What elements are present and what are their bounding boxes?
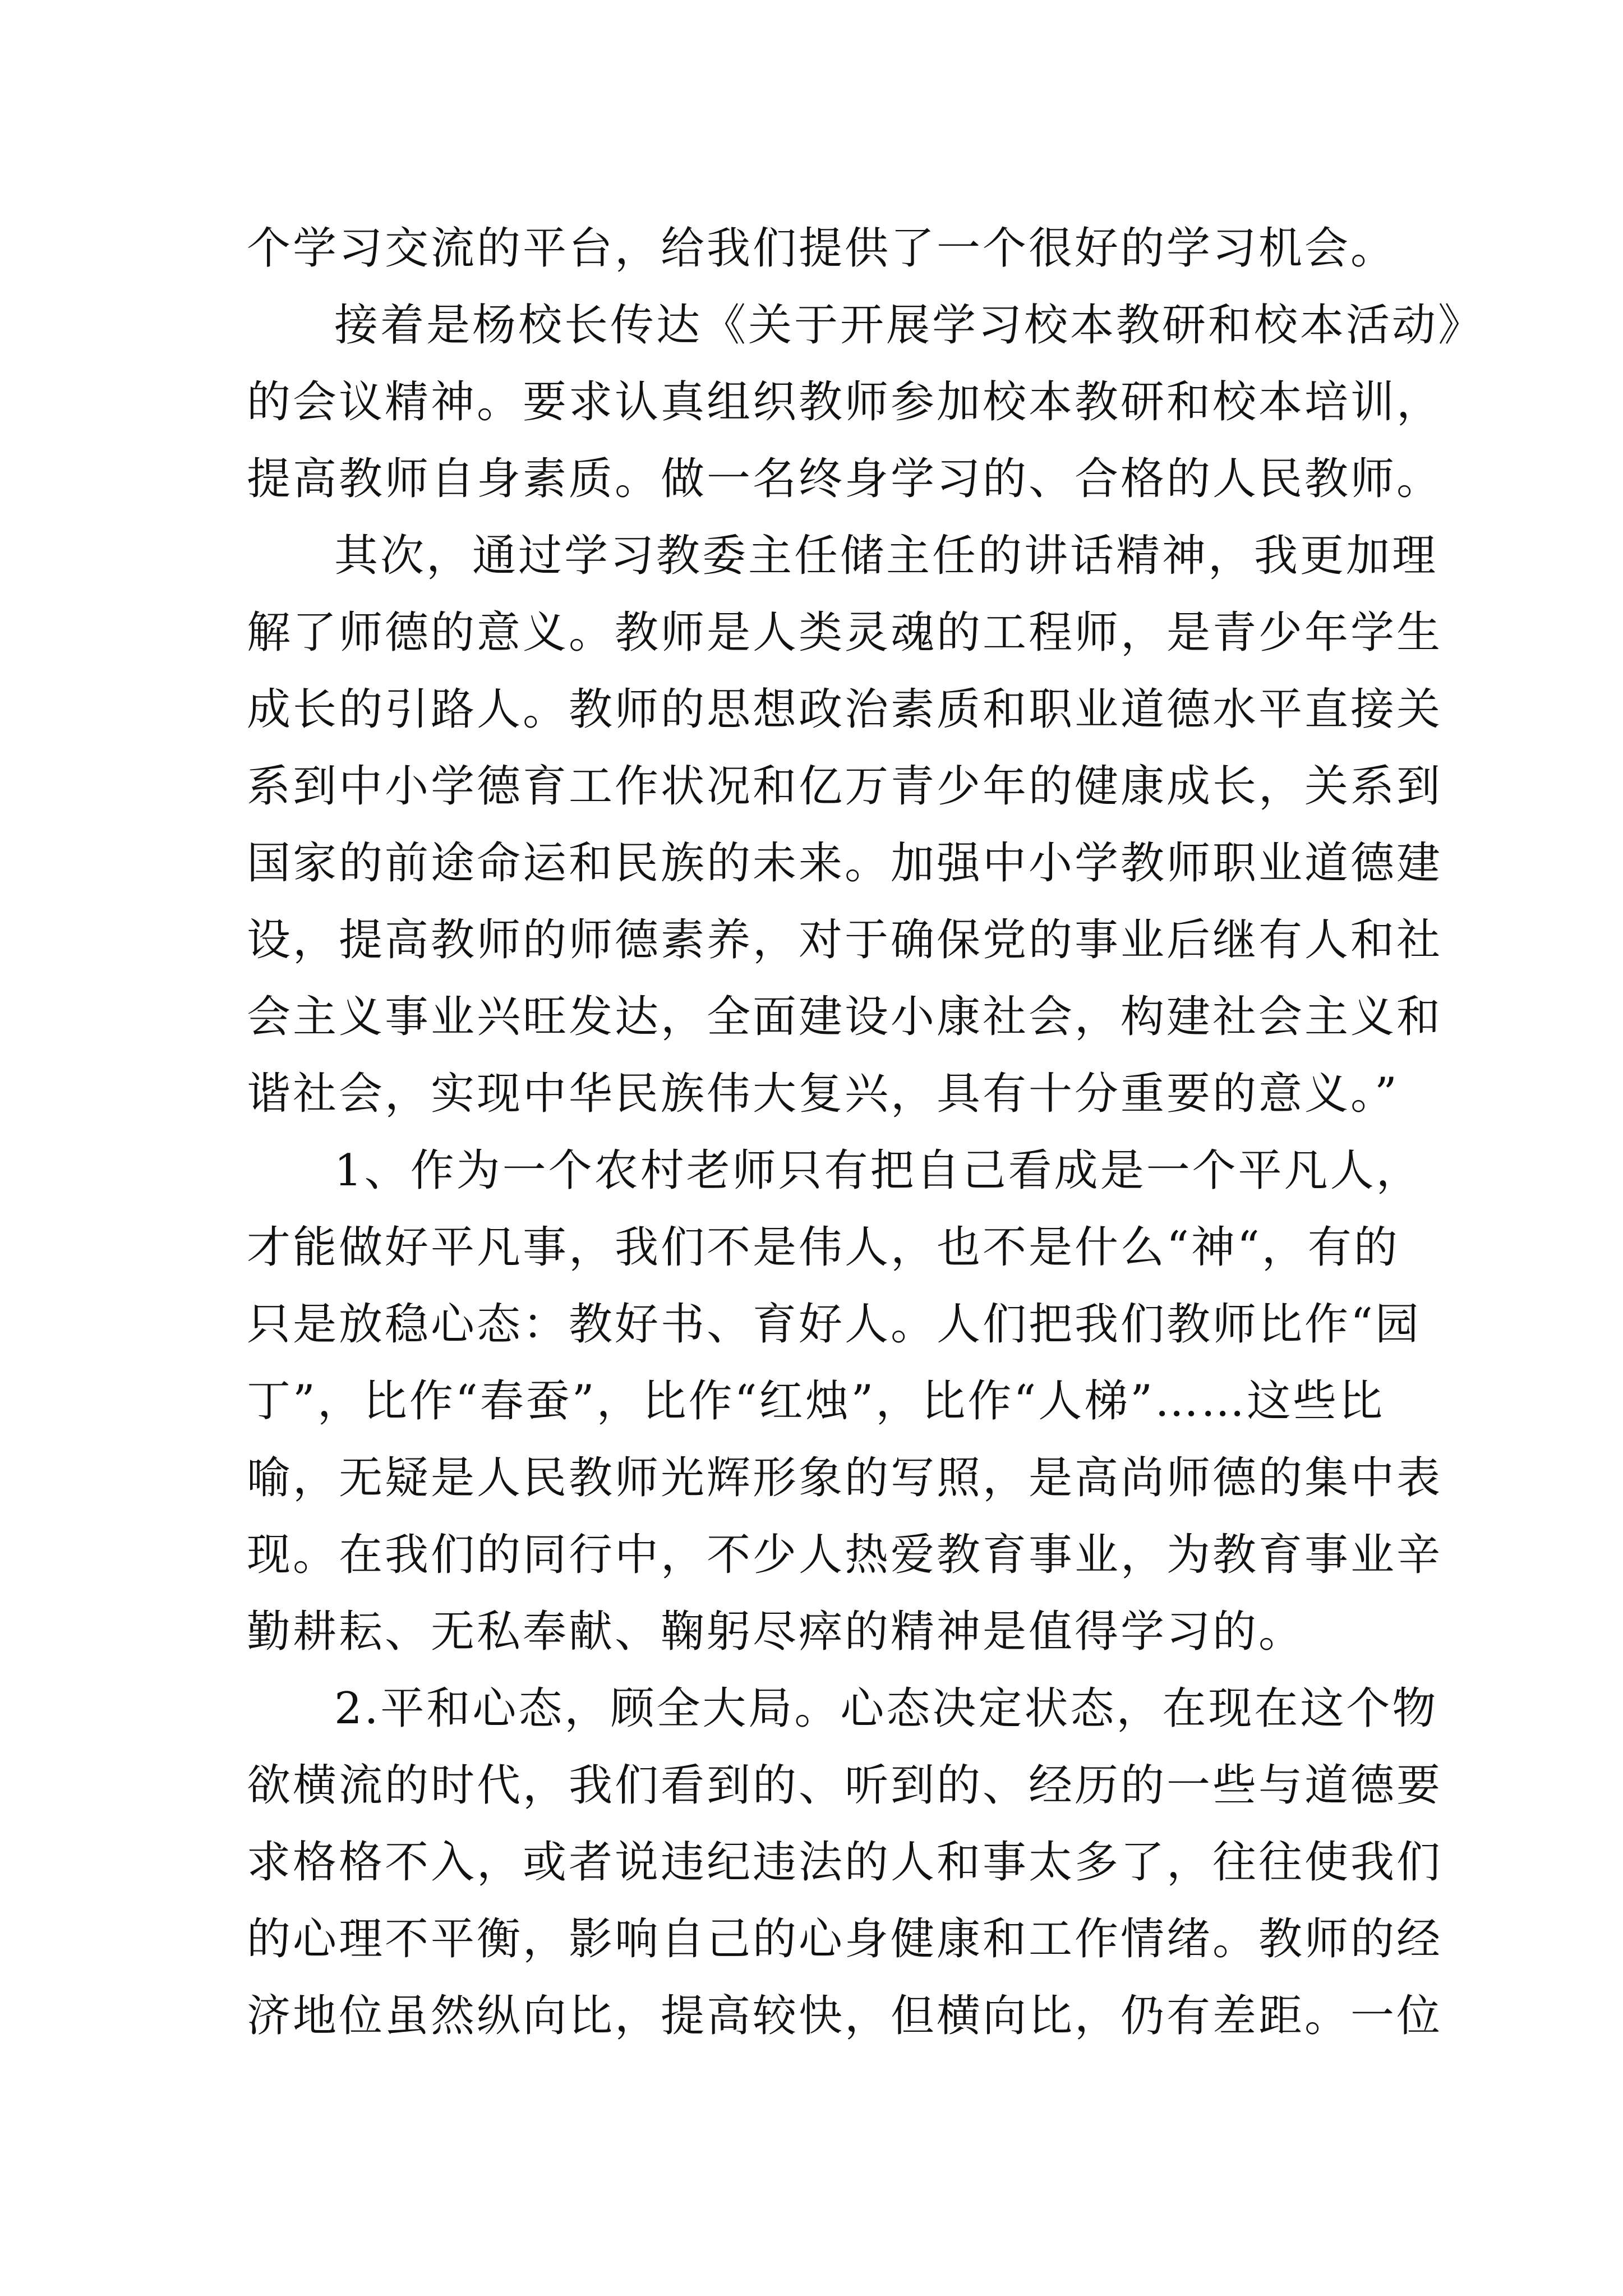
text-line: 提高教师自身素质。做一名终身学习的、合格的人民教师。: [247, 454, 1443, 504]
text-line: 成长的引路人。教师的思想政治素质和职业道德水平直接关: [247, 684, 1443, 735]
text-line: 其次，通过学习教委主任储主任的讲话精神，我更加理: [334, 531, 1438, 581]
document-body: [247, 210, 1484, 2055]
text-line: 的会议精神。要求认真组织教师参加校本教研和校本培训，: [247, 377, 1443, 427]
text-line: 设，提高教师的师德素养，对于确保党的事业后继有人和社: [247, 915, 1443, 965]
text-line: 济地位虽然纵向比，提高较快，但横向比，仍有差距。一位: [247, 1991, 1443, 2041]
text-line: 才能做好平凡事，我们不是伟人，也不是什么“神“，有的: [247, 1222, 1400, 1273]
text-line: 2.平和心态，顾全大局。心态决定状态，在现在这个物: [334, 1683, 1438, 1734]
text-line: 解了师德的意义。教师是人类灵魂的工程师，是青少年学生: [247, 608, 1443, 658]
text-line: 1、作为一个农村老师只有把自己看成是一个平凡人，: [334, 1145, 1422, 1196]
text-line: 接着是杨校长传达《关于开展学习校本教研和校本活动》: [334, 300, 1484, 351]
text-line: 系到中小学德育工作状况和亿万青少年的健康成长，关系到: [247, 761, 1443, 812]
text-line: 欲横流的时代，我们看到的、听到的、经历的一些与道德要: [247, 1760, 1443, 1811]
text-line: 国家的前途命运和民族的未来。加强中小学教师职业道德建: [247, 838, 1443, 889]
text-line: 谐社会，实现中华民族伟大复兴，具有十分重要的意义。”: [247, 1069, 1399, 1119]
text-line: 个学习交流的平台，给我们提供了一个很好的学习机会。: [247, 223, 1397, 274]
text-line: 求格格不入，或者说违纪违法的人和事太多了，往往使我们: [247, 1837, 1443, 1888]
text-line: 勤耕耘、无私奉献、鞠躬尽瘁的精神是值得学习的。: [247, 1607, 1305, 1657]
text-line: 现。在我们的同行中，不少人热爱教育事业，为教育事业辛: [247, 1530, 1443, 1580]
text-line: 丁”，比作“春蚕”，比作“红烛”，比作“人梯”……这些比: [247, 1376, 1385, 1427]
text-line: 会主义事业兴旺发达，全面建设小康社会，构建社会主义和: [247, 992, 1443, 1042]
text-line: 只是放稳心态：教好书、育好人。人们把我们教师比作“园: [247, 1299, 1421, 1350]
text-line: 喻，无疑是人民教师光辉形象的写照，是高尚师德的集中表: [247, 1453, 1443, 1503]
text-line: 的心理不平衡，影响自己的心身健康和工作情绪。教师的经: [247, 1914, 1443, 1964]
